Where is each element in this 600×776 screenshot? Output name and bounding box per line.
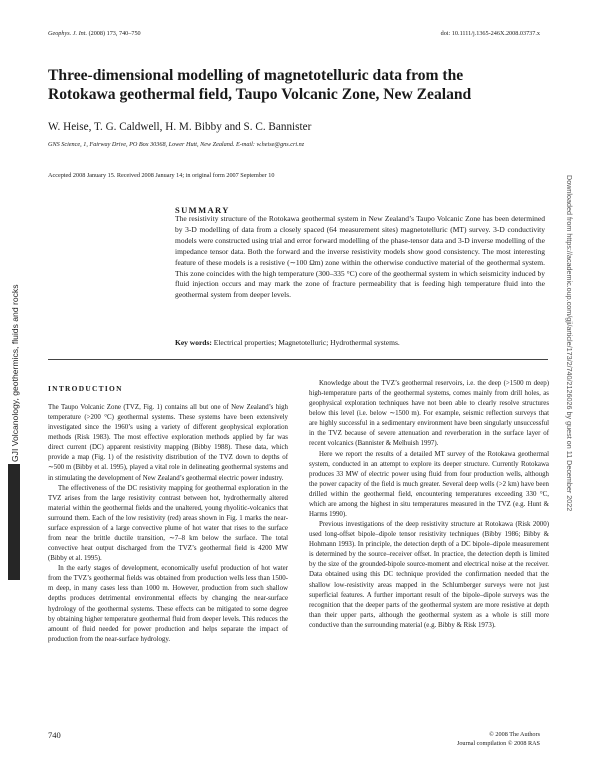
paragraph: In the early stages of development, economically useful production of hot water from the TVZ’s geothermal fields was obtained from production wells less than 1500-m deep, in many cases less than 1000 m. However, production from such shallow depths produces detrimental environmental effects by changing the near-surface hydrology of the geothermal systems. These effects can be mitigated to some degree by obtaining higher temperature geothermal fluid from deeper levels. This reduces the amount of fluid needed for power production and helps separate the impact of production from the near-surface hydrology.: [48, 565, 288, 643]
authors: W. Heise, T. G. Caldwell, H. M. Bibby and S. C. Bannister: [48, 121, 312, 133]
section-tab-marker: [8, 464, 20, 580]
page-number: 740: [48, 730, 61, 740]
copyright: © 2008 The Authors: [489, 731, 540, 738]
affiliation: GNS Science, 1, Fairway Drive, PO Box 30368, Lower Hutt, New Zealand. E-mail: w.heise@gns.cri.nz: [48, 141, 305, 148]
introduction-heading: INTRODUCTION: [48, 384, 123, 393]
keywords: [175, 338, 400, 347]
summary-text: The resistivity structure of the Rotokawa geothermal system in New Zealand’s Taupo Volcanic Zone has been determined by 3-D modelling of data from a closely spaced (64 measurement sites) magnetotelluric (MT) survey. 3-D conductivity models were constructed using trial and error forward modelling of the phase-tensor data and 3-D inverse modelling of the impedance tensor data. Both the forward and the inverse resistivity models show good consistency. The most interesting feature of these models is a resistive (∼100 Ωm) zone within the otherwise conductive material of the geothermal system. This zone coincides with the high temperature (300–335 °C) core of the geothermal system in which seismicity induced by fluid injection occurs and may mark the zone of fracture permeability that is feeding high temperature fluid into the geothermal system from deeper levels.: [175, 214, 545, 300]
paper-title: Three-dimensional modelling of magnetotelluric data from the Rotokawa geothermal field, Taupo Volcanic Zone, New Zealand: [48, 67, 472, 103]
right-column: [309, 379, 549, 631]
section-side-label: [8, 232, 22, 462]
doi[interactable]: doi: 10.1111/j.1365-246X.2008.03737.x: [440, 30, 540, 37]
keywords-list: Electrical properties; Magnetotelluric; Hydrothermal systems.: [213, 338, 400, 347]
paragraph: The effectiveness of the DC resistivity mapping for geothermal exploration in the TVZ arises from the large resistivity contrast between hot, hydrothermally altered material within the geothermal fields and the unaltered, young rhyolitic-volcanics that surround them. Each of the low resistivity (red) areas shown in Fig. 1 marks the near-surface expression of a large convective plume of hot water that rises to the surface from near the brittle ductile transition, ∼7–8 km below the surface. The total convective heat output discharged from the TVZ’s geothermal field is 4200 MW (Bibby et al. 1995).: [48, 484, 288, 563]
running-header-journal: [48, 30, 141, 37]
journal-compilation: Journal compilation © 2008 RAS: [456, 740, 540, 747]
left-column: [48, 403, 288, 645]
accepted-dates: Accepted 2008 January 15. Received 2008 January 14; in original form 2007 September 10: [48, 172, 275, 179]
divider: [48, 359, 548, 360]
section-side-label-text: GJI Volcanology, geothermics, fluids and rocks: [10, 284, 20, 462]
paragraph: Knowledge about the TVZ’s geothermal reservoirs, i.e. the deep (>1500 m deep) high-temperature parts of the geothermal systems, comes mainly from drill holes, as geophysical exploration techniques have not been able to clearly resolve structures below this level (i.e. below ∼1500 m). For example, seismic reflection surveys that are highly successful in a sedimentary environment have been singularly unsuccessful in the TVZ because of severe attenuation and reverberation in the surface layer of recent volcanics (Bannister & Melhuish 1997).: [309, 380, 549, 448]
summary-heading: SUMMARY: [175, 205, 230, 215]
paragraph: Previous investigations of the deep resistivity structure at Rotokawa (Risk 2000) used long-offset bipole–dipole tensor resistivity techniques (Bibby 1986; Bibby & Hohmann 1993). In principle, the detection depth of a DC bipole–dipole measurement is determined by the source–receiver offset. In practice, the detection depth is limited by the size of the grounded-bipole source-moment and electrical noise at the receiver. Data obtained using this DC technique provided the confirmation needed that the shallow low-resistivity areas mapped in the Schlumberger surveys were not just superficial features. A further important result of the bipole–dipole surveys was the recognition that the deeper parts of the geothermal system are more resistive at depth than their upper parts, although the geothermal system as a whole is still more conductive than the surrounding material (e.g. Bibby & Risk 1973).: [309, 521, 549, 629]
paragraph: Here we report the results of a detailed MT survey of the Rotokawa geothermal system, conducted in an attempt to explore its deeper structure. Currently Rotokawa produces 33 MW of electric power using fluid from four production wells, although the power capacity of the field is much greater. Several deep wells (>2 km) have been drilled within the geothermal field, encountering temperatures exceeding 330 °C, which are among the highest in situ temperatures measured in the TVZ (e.g. Hunt & Harms 1990).: [309, 450, 549, 519]
journal-name: Geophys. J. Int.: [48, 30, 88, 37]
paragraph: The Taupo Volcanic Zone (TVZ, Fig. 1) contains all but one of New Zealand’s high temperature (>200 °C) geothermal systems. These systems have been extensively investigated since the 1960’s using a variety of different geophysical exploration methods (Risk 1983). The most effective exploration methods applied by far was direct current (DC) apparent resistivity mapping (Bibby 1988). These data, which provide a map (Fig. 1) of the resistivity distribution of the TVZ down to depths of ∼500 m (Bibby et al. 1995), played a vital role in delineating geothermal systems and in stimulating the development of New Zealand’s geothermal electric power industry.: [48, 404, 288, 482]
download-watermark: [566, 175, 586, 605]
journal-citation: (2008) 173, 740–750: [88, 30, 141, 37]
keywords-label: Key words:: [175, 338, 212, 347]
download-watermark-text[interactable]: Downloaded from https://academic.oup.com/gji/article/173/2/740/2126026 by guest on 11 December 2022: [565, 175, 574, 512]
